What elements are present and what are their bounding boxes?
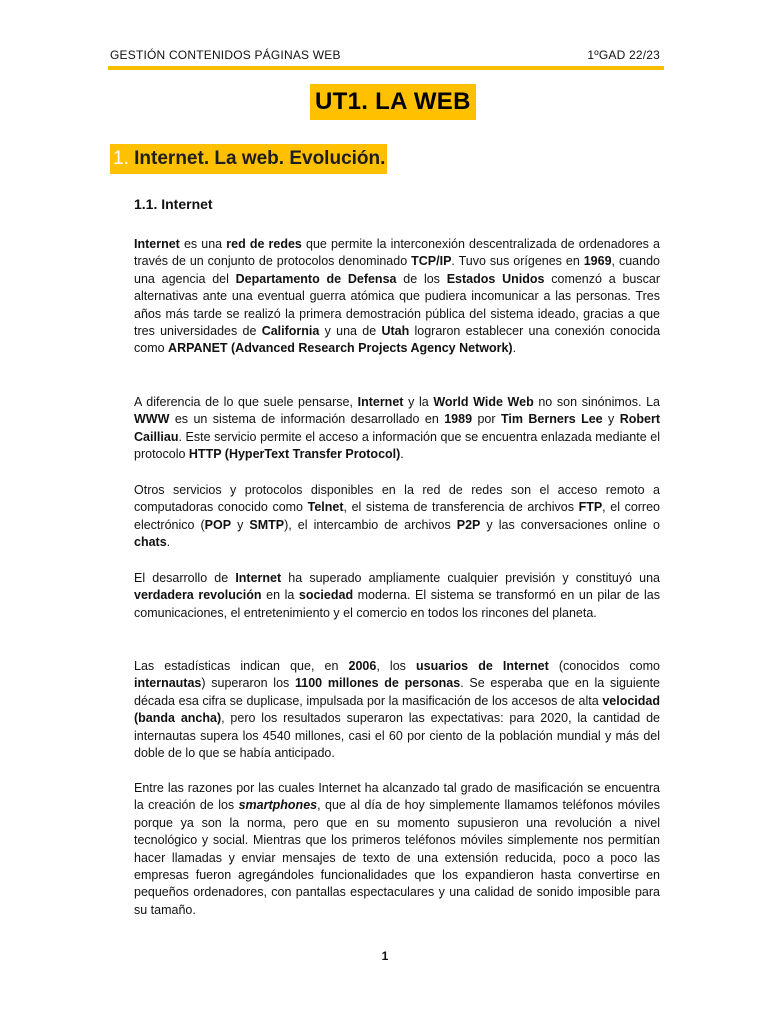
text-run: y: [231, 517, 250, 532]
italic-term: smartphones: [238, 798, 318, 813]
text-run: Otros servicios y protocolos disponibles en la red de redes son el acceso remoto a computadoras conocido como: [134, 483, 660, 515]
text-run: comenzó a buscar alternativas ante una eventual guerra atómica que pudiera incomunicar a las personas. Tres años más tarde se realizó la primera demostración pública del sistema ideado, gracias a que tres universidades de: [134, 271, 660, 339]
text-run: .: [400, 447, 404, 462]
text-run: y: [602, 412, 620, 427]
bold-term: Tim Berners Lee: [500, 412, 603, 427]
text-run: que permite la interconexión descentralizada de ordenadores a través de un conjunto de protocolos denominado: [134, 237, 660, 269]
text-run: Las estadísticas indican que, en: [134, 659, 349, 673]
bold-term: red de redes: [226, 237, 302, 251]
text-run: es un sistema de información desarrollado en: [169, 412, 445, 427]
bold-term: California: [261, 324, 320, 339]
text-run: Entre las razones por las cuales Internet ha alcanzado tal grado de masificación se encuentra la creación de los: [134, 781, 660, 813]
text-run: por: [472, 412, 501, 427]
section-heading: [110, 144, 387, 174]
text-run: y la: [403, 395, 434, 409]
body-paragraph: [134, 482, 660, 552]
section-number: 1.: [113, 148, 129, 169]
bold-term: Internet: [357, 395, 404, 409]
text-run: . Tuvo sus orígenes en: [451, 254, 584, 269]
text-run: , pero los resultados superaron las expectativas: para 2020, la cantidad de internautas supera los 4540 millones, casi el 60 por ciento de la población mundial y más del doble de lo que se había anticipado.: [134, 711, 660, 761]
bold-term: verdadera revolución: [134, 588, 262, 603]
text-run: . Este servicio permite el acceso a información que se encuentra enlazada mediante el protocolo: [134, 429, 660, 462]
bold-term: Departamento de Defensa: [235, 271, 397, 286]
bold-term: World Wide Web: [433, 395, 534, 409]
subsection-heading: 1.1. Internet: [134, 196, 213, 212]
bold-term: chats: [134, 535, 167, 550]
bold-term: 1969: [583, 254, 612, 269]
text-run: moderna. El sistema se transformó en un pilar de las comunicaciones, el entretenimiento y el comercio en todos los rincones del planeta.: [134, 588, 660, 620]
text-run: , el sistema de transferencia de archivos: [343, 500, 579, 515]
text-run: y una de: [319, 324, 382, 339]
bold-term: internautas: [134, 676, 202, 691]
text-run: es una: [179, 237, 227, 251]
text-run: . Se esperaba que en la siguiente década esa cifra se duplicase, impulsada por la masificación de los accesos de alta: [134, 676, 660, 708]
body-paragraph: [134, 658, 660, 762]
text-run: .: [166, 535, 171, 550]
bold-term: Utah: [381, 324, 410, 339]
bold-term: Internet: [134, 237, 180, 251]
text-run: no son sinónimos. La: [533, 395, 660, 409]
bold-term: velocidad (banda ancha): [134, 693, 660, 726]
bold-term: FTP: [578, 500, 603, 515]
bold-term: Internet: [235, 571, 282, 585]
body-paragraph: [134, 780, 660, 919]
bold-term: usuarios de Internet: [416, 659, 549, 673]
text-run: .: [512, 341, 517, 356]
bold-term: 2006: [348, 659, 377, 673]
bold-term: sociedad: [298, 588, 354, 603]
header-group: 1ºGAD 22/23: [587, 48, 660, 62]
page-header: [108, 44, 664, 70]
bold-term: 1100 millones de personas: [295, 676, 461, 691]
bold-term: WWW: [134, 412, 170, 427]
text-run: de los: [396, 271, 447, 286]
bold-term: P2P: [456, 517, 481, 532]
text-run: ) superaron los: [201, 676, 296, 691]
bold-term: Estados Unidos: [446, 271, 545, 286]
text-run: lograron establecer una conexión conocida como: [134, 324, 661, 356]
text-run: en la: [261, 588, 299, 603]
text-run: , que al día de hoy simplemente llamamos teléfonos móviles porque ya son la norma, pero que en su momento supusieron una revolución a nivel tecnológico y social. Mientras que los primeros teléfonos móviles simplemente nos permitían hacer llamadas y enviar mensajes de texto de una extensión reducida, poco a poco las empresas fueron agregándoles funcionalidades que los expandieron hasta convertirse en pequeños ordenadores, con pantallas espectaculares y una calidad de sonido imposible para su tamaño.: [134, 798, 660, 917]
bold-term: Telnet: [307, 500, 344, 515]
body-paragraph: [134, 394, 660, 464]
text-run: , cuando una agencia del: [134, 254, 660, 286]
section-title: Internet. La web. Evolución.: [134, 148, 386, 169]
bold-term: 1989: [444, 412, 473, 427]
text-run: (conocidos como: [548, 659, 660, 673]
bold-term: TCP/IP: [411, 254, 452, 269]
text-run: El desarrollo de: [134, 571, 236, 585]
body-paragraph: [134, 236, 660, 358]
text-run: ha superado ampliamente cualquier previsión y constituyó una: [281, 571, 661, 585]
bold-term: Robert Cailliau: [134, 412, 660, 444]
text-run: y las conversaciones online o: [480, 517, 660, 532]
bold-term: HTTP (HyperText Transfer Protocol): [188, 447, 401, 462]
header-course: GESTIÓN CONTENIDOS PÁGINAS WEB: [110, 48, 341, 62]
text-run: , los: [376, 659, 417, 673]
text-run: A diferencia de lo que suele pensarse,: [134, 395, 358, 409]
bold-term: POP: [204, 517, 232, 532]
document-title: UT1. LA WEB: [310, 84, 476, 120]
body-paragraph: [134, 570, 660, 622]
text-run: ), el intercambio de archivos: [284, 517, 457, 532]
text-run: , el correo electrónico (: [134, 500, 660, 532]
page-number: 1: [381, 949, 389, 963]
bold-term: ARPANET (Advanced Research Projects Agency Network): [168, 341, 513, 356]
bold-term: SMTP: [249, 517, 285, 532]
